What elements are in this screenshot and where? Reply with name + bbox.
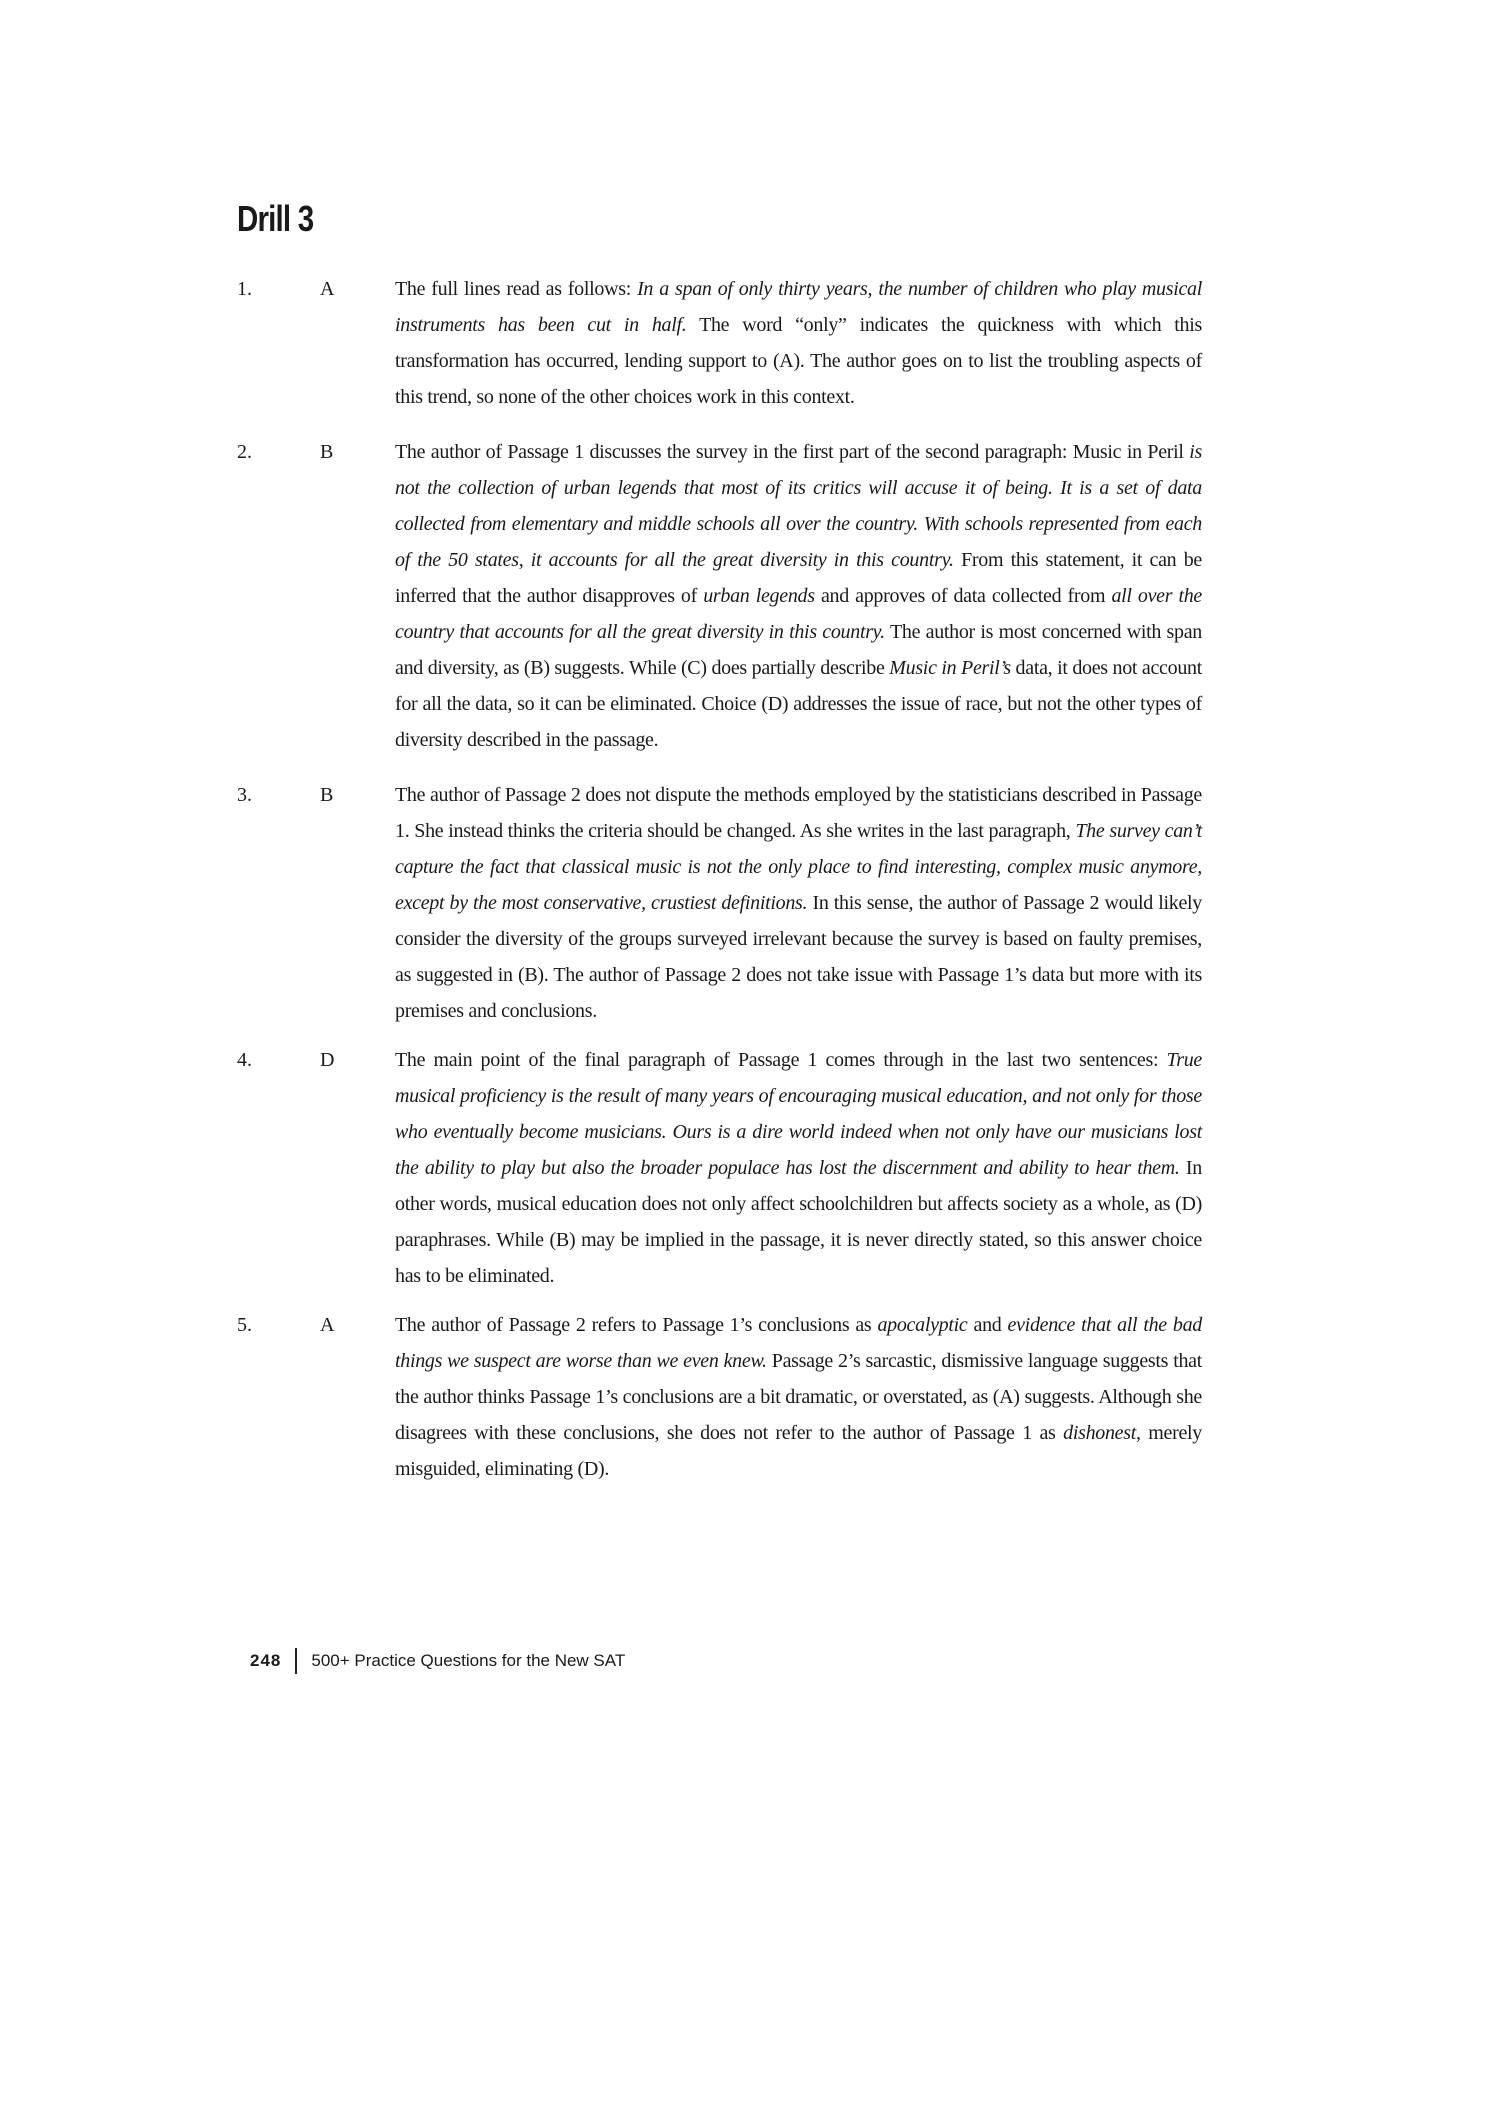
answer-letter: B — [320, 441, 334, 463]
explanation-segment: The author is most concerned with span and diversity, as (B) suggests. While (C) does partially describe — [395, 621, 1202, 679]
answer-item — [237, 777, 1202, 1029]
quoted-passage-text: all over the country that accounts for all the great diversity in this country. — [395, 585, 1202, 643]
quoted-passage-text: urban legends — [703, 585, 815, 607]
explanation-text — [395, 777, 1202, 1029]
quoted-passage-text: True musical proficiency is the result of many years of encouraging musical education, and not only for those who eventually become musicians. Ours is a dire world indeed when not only have our musicians lost the ability to play but also the broader populace has lost the discernment and ability to hear them. — [395, 1049, 1202, 1179]
quoted-passage-text: is not the collection of urban legends that most of its critics will accuse it of being. It is a set of data collected from elementary and middle schools all over the country. With schools represented from each of the 50 states, it accounts for all the great diversity in this country. — [395, 441, 1202, 571]
book-title: 500+ Practice Questions for the New SAT — [311, 1651, 626, 1670]
quoted-passage-text: evidence that all the bad things we suspect are worse than we even knew. — [395, 1314, 1202, 1372]
explanation-segment: merely misguided, eliminating (D). — [395, 1422, 1202, 1480]
explanation-segment: The author of Passage 2 does not dispute the methods employed by the statisticians described in Passage 1. She instead thinks the criteria should be changed. As she writes in the last paragraph, — [395, 784, 1202, 842]
explanation-text — [395, 271, 1202, 415]
explanation-segment: The full lines read as follows: — [395, 278, 638, 300]
explanation-text — [395, 1307, 1202, 1487]
question-number: 3. — [237, 784, 252, 806]
answer-letter: D — [320, 1049, 335, 1071]
answer-letter: A — [320, 1314, 335, 1336]
explanation-segment: The main point of the final paragraph of Passage 1 comes through in the last two sentences: — [395, 1049, 1167, 1071]
page-number: 248 — [250, 1651, 282, 1670]
answer-letter: A — [320, 278, 335, 300]
page-footer — [250, 1648, 625, 1674]
explanation-text — [395, 434, 1202, 758]
question-number: 5. — [237, 1314, 252, 1336]
answer-item — [237, 271, 1202, 415]
section-title: Drill 3 — [237, 198, 314, 239]
explanation-segment: The author of Passage 2 refers to Passage 1’s conclusions as — [395, 1314, 878, 1336]
answer-item — [237, 1307, 1202, 1487]
answer-item — [237, 1042, 1202, 1294]
quoted-passage-text: In a span of only thirty years, the number of children who play musical instruments has been cut in half. — [395, 278, 1203, 336]
quoted-passage-text: Music in Peril’s — [889, 657, 1011, 679]
question-number: 2. — [237, 441, 252, 463]
footer-divider — [295, 1648, 297, 1674]
answer-letter: B — [320, 784, 334, 806]
explanation-segment: Passage 2’s sarcastic, dismissive language suggests that the author thinks Passage 1’s conclusions are a bit dramatic, or overstated, as (A) suggests. Although she disagrees with these conclusions, she does not refer to the author of Passage 1 as — [395, 1350, 1202, 1444]
explanation-segment: The word “only” indicates the quickness with which this transformation has occurred, lending support to (A). The author goes on to list the troubling aspects of this trend, so none of the other choices work in this context. — [395, 314, 1202, 408]
quoted-passage-text: apocalyptic — [877, 1314, 968, 1336]
explanation-segment: and approves of data collected from — [814, 585, 1112, 607]
explanation-segment: data, it does not account for all the data, so it can be eliminated. Choice (D) addresses the issue of race, but not the other types of diversity described in the passage. — [395, 657, 1202, 751]
explanation-segment: From this statement, it can be inferred that the author disapproves of — [395, 549, 1202, 607]
explanation-segment: and — [967, 1314, 1008, 1336]
quoted-passage-text: The survey can’t capture the fact that classical music is not the only place to find interesting, complex music anymore, except by the most conservative, crustiest definitions. — [395, 820, 1202, 914]
explanation-text — [395, 1042, 1202, 1294]
question-number: 4. — [237, 1049, 252, 1071]
explanation-segment: The author of Passage 1 discusses the survey in the first part of the second paragraph: Music in Peril — [395, 441, 1190, 463]
explanation-segment: In this sense, the author of Passage 2 would likely consider the diversity of the groups surveyed irrelevant because the survey is based on faulty premises, as suggested in (B). The author of Passage 2 does not take issue with Passage 1’s data but more with its premises and conclusions. — [395, 892, 1202, 1022]
quoted-passage-text: dishonest, — [1063, 1422, 1141, 1444]
question-number: 1. — [237, 278, 252, 300]
explanation-segment: In other words, musical education does not only affect schoolchildren but affects society as a whole, as (D) paraphrases. While (B) may be implied in the passage, it is never directly stated, so this answer choice has to be eliminated. — [395, 1157, 1202, 1287]
answer-item — [237, 434, 1202, 758]
